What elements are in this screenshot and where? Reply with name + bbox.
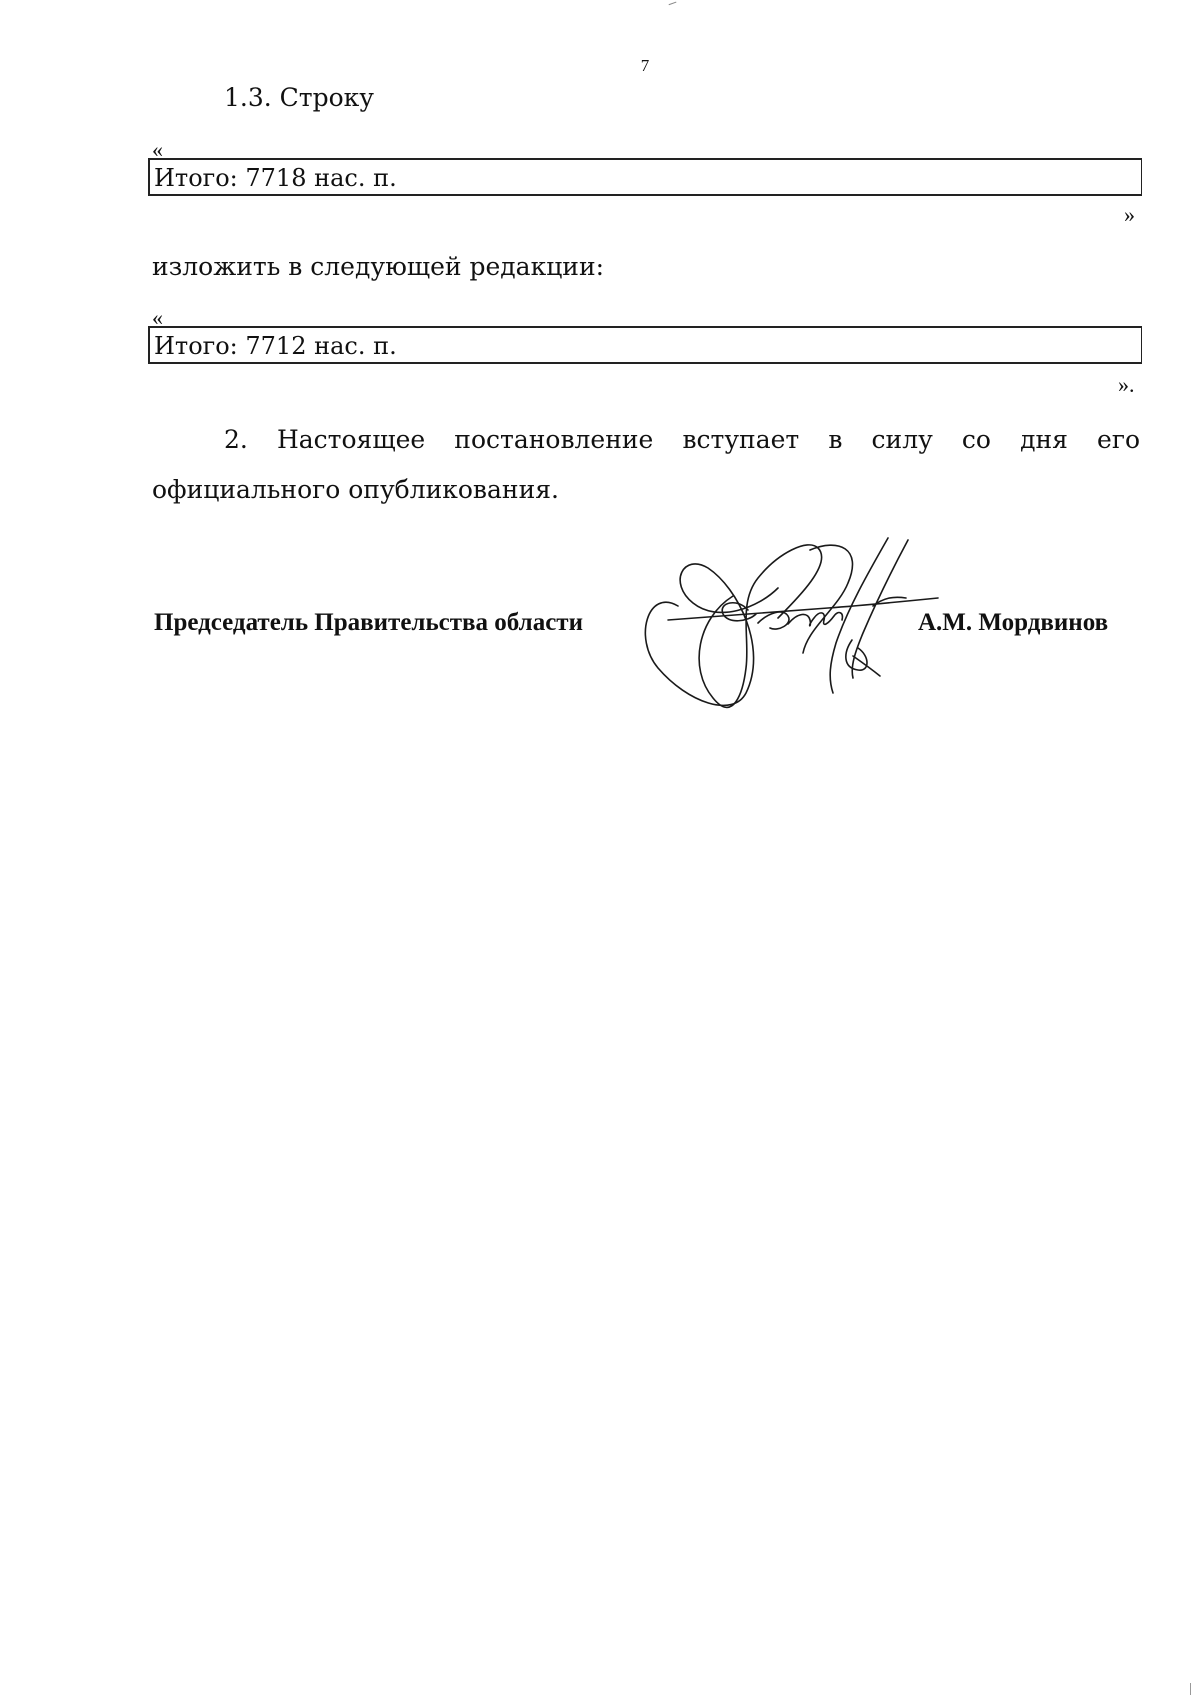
item-heading: 1.3. Строку [224, 83, 374, 112]
instruction-text: изложить в следующей редакции: [152, 252, 605, 281]
new-row-text: Итого: 7712 нас. п. [154, 332, 397, 360]
signer-title: Председатель Правительства области [154, 609, 583, 636]
opening-quote: « [152, 137, 163, 162]
handwritten-signature [638, 528, 998, 738]
old-row-box [148, 158, 1142, 196]
old-row-text: Итого: 7718 нас. п. [154, 164, 397, 192]
closing-quote-period: ». [1118, 372, 1135, 397]
scan-mark [1190, 1683, 1191, 1695]
opening-quote: « [152, 305, 163, 330]
new-row-box [148, 326, 1142, 364]
page-number: 7 [640, 56, 650, 75]
paragraph-2: 2. Настоящее постановление вступает в силу со дня его официального опубликования. [152, 425, 1140, 504]
signer-name: А.М. Мордвинов [918, 609, 1109, 636]
scan-mark [668, 0, 677, 5]
closing-quote: » [1124, 202, 1135, 227]
